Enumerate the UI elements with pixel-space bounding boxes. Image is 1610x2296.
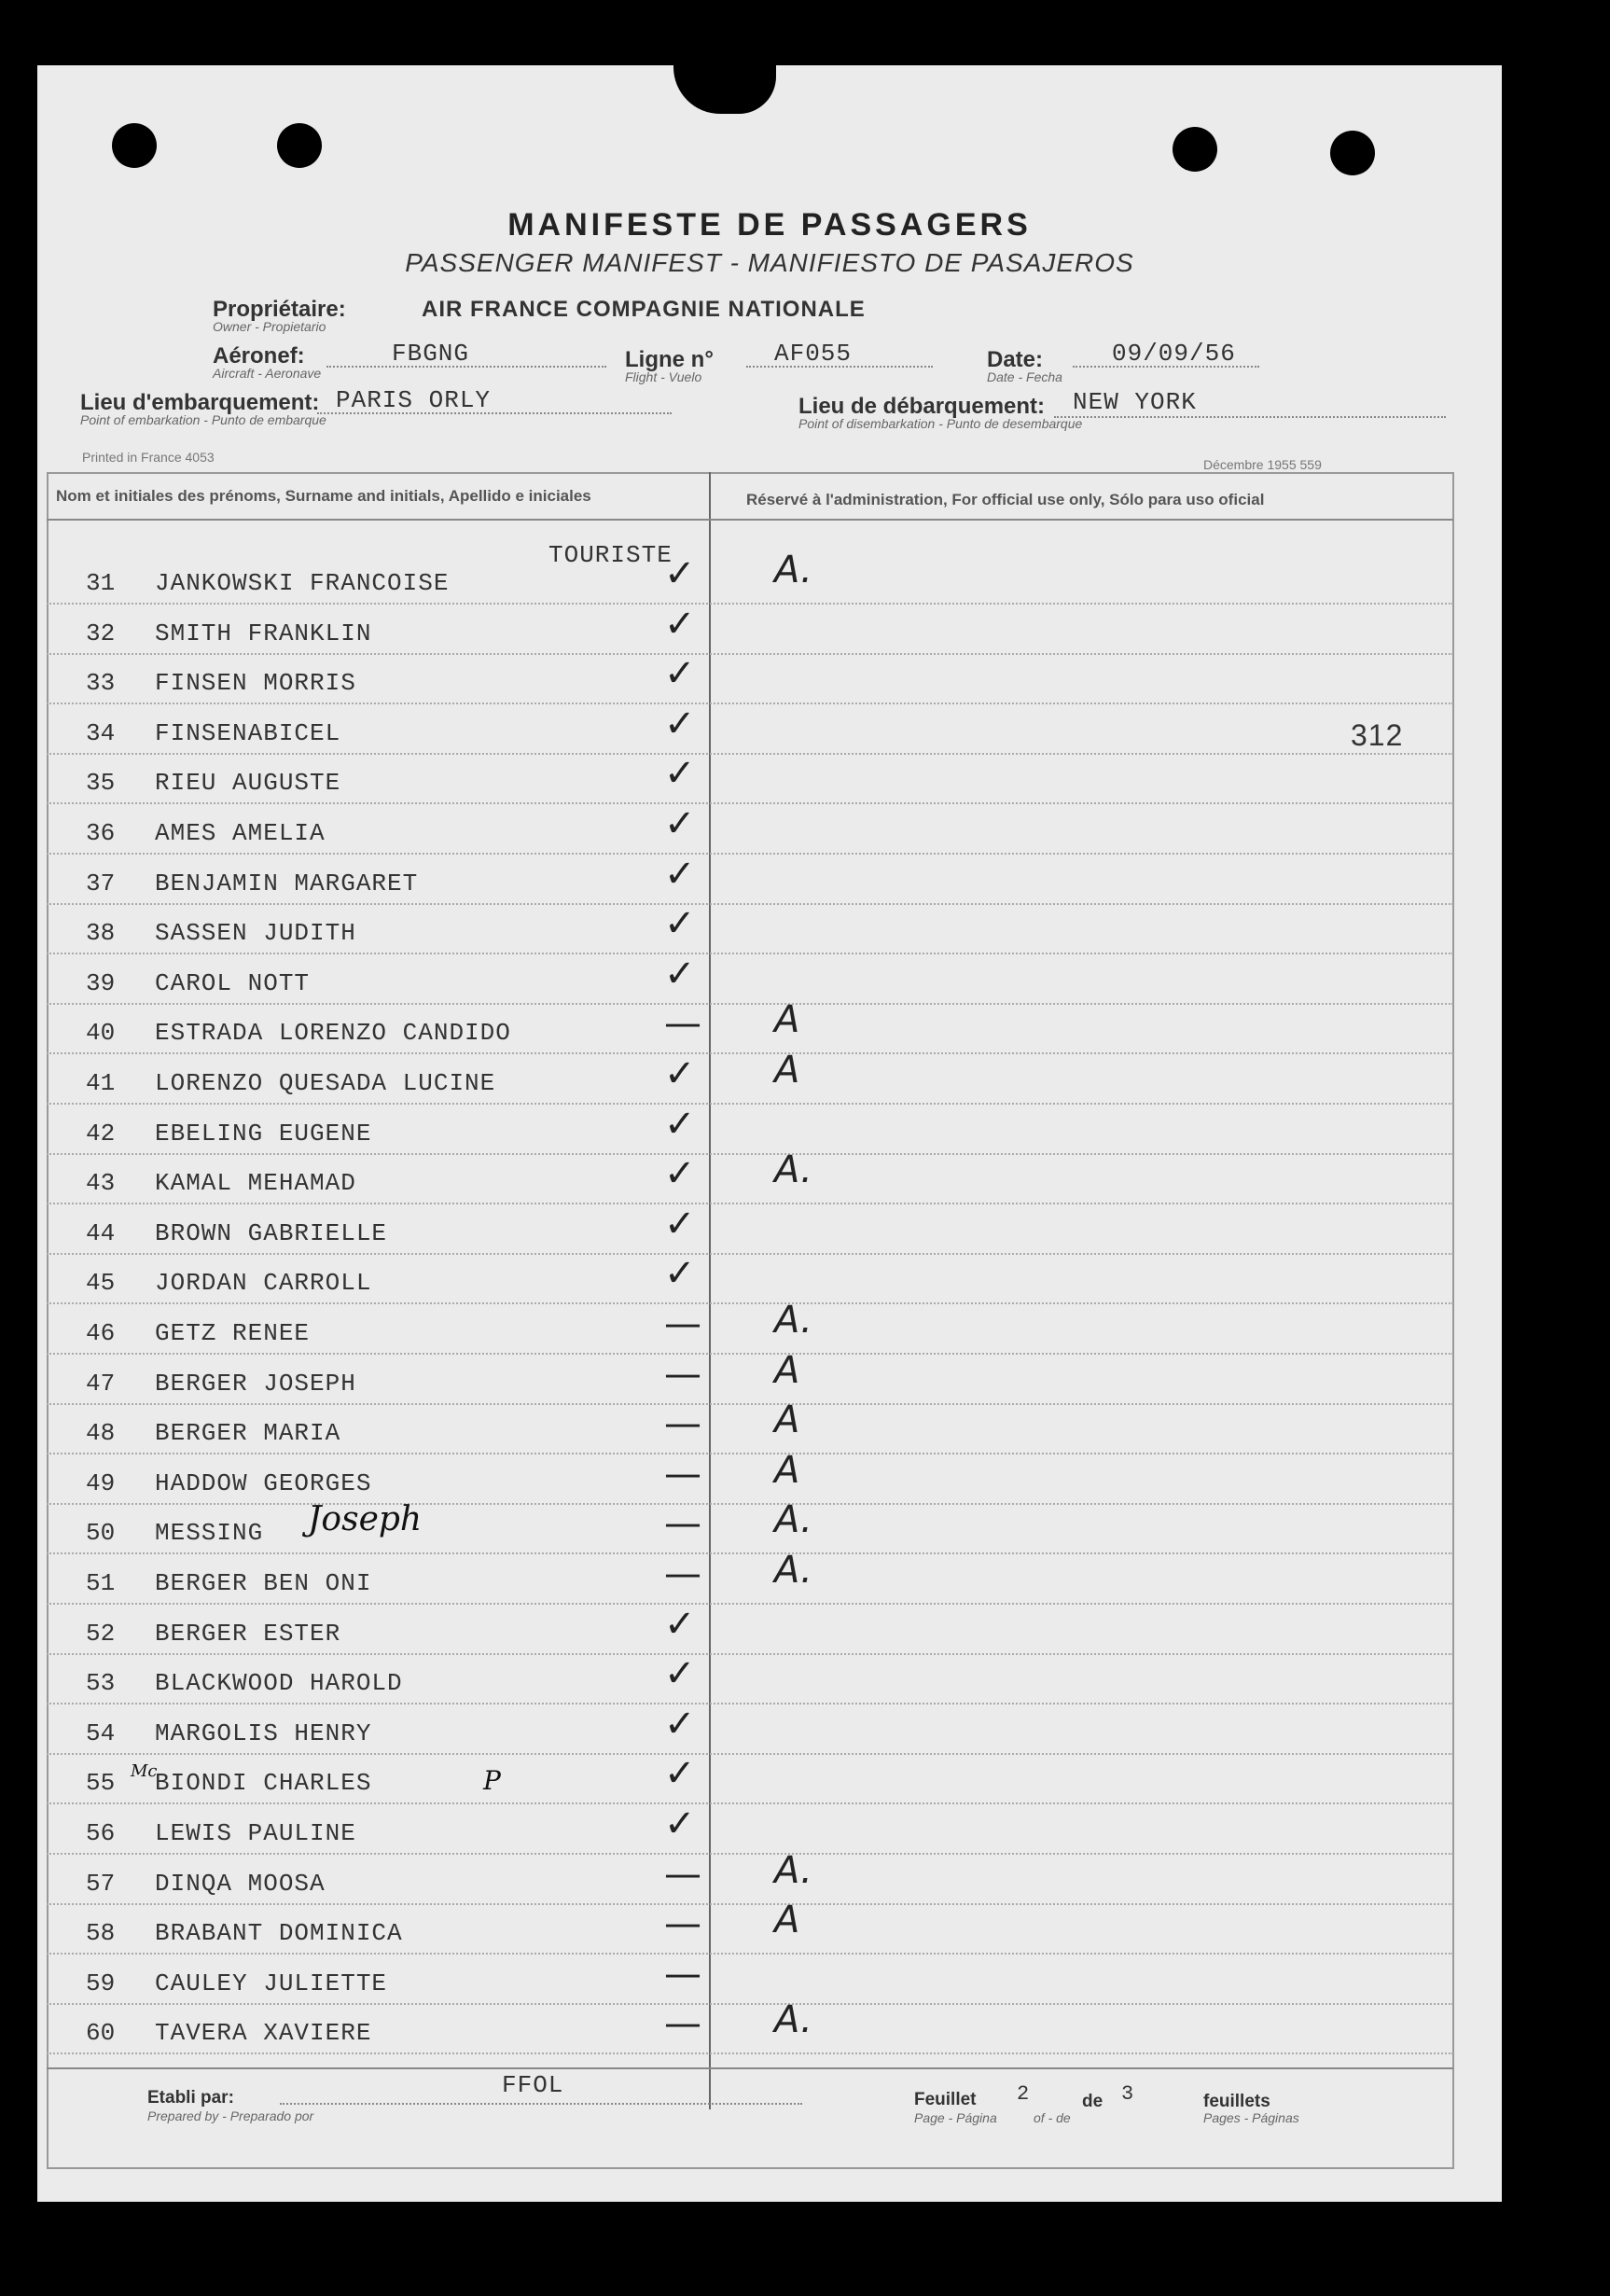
prepared-sub: Prepared by - Preparado por (147, 2108, 314, 2123)
aircraft-sub: Aircraft - Aeronave (213, 366, 322, 381)
owner-label: Propriétaire: (213, 297, 346, 322)
admin-mark: A. (774, 549, 812, 591)
row-number: 39 (86, 969, 116, 997)
admin-mark: A (774, 1449, 800, 1492)
dash-mark-icon: — (664, 1953, 701, 1996)
row-number: 55 (86, 1769, 116, 1797)
check-mark-icon: ✓ (664, 1802, 696, 1845)
passenger-name: BERGER MARIA (155, 1419, 341, 1447)
row-number: 54 (86, 1719, 116, 1747)
row-rule (47, 2052, 1453, 2054)
check-mark-icon: ✓ (664, 603, 696, 646)
admin-mark: A (774, 1049, 800, 1092)
row-number: 56 (86, 1819, 116, 1847)
dash-mark-icon: — (664, 2002, 701, 2045)
col2-header: Réservé à l'administration, For official use only, Sólo para uso oficial (746, 491, 1265, 508)
printed-note: Printed in France 4053 (82, 450, 215, 465)
passenger-name: CAULEY JULIETTE (155, 1969, 388, 1997)
title-en-es: PASSENGER MANIFEST - MANIFIESTO DE PASAJEROS (405, 248, 1134, 277)
admin-mark: A (774, 1899, 800, 1941)
dash-mark-icon: — (664, 1902, 701, 1945)
row-rule (47, 853, 1453, 855)
row-rule (47, 1653, 1453, 1655)
row-rule (47, 1503, 1453, 1505)
row-number: 50 (86, 1519, 116, 1547)
row-rule (47, 802, 1453, 804)
prepared-label: Etabli par: (147, 2088, 234, 2108)
row-rule (47, 1603, 1453, 1605)
row-rule (47, 1903, 1453, 1905)
sheets-label: feuillets (1203, 2092, 1270, 2111)
row-rule (47, 1003, 1453, 1005)
embark-label: Lieu d'embarquement: (80, 390, 320, 415)
passenger-name: SASSEN JUDITH (155, 919, 356, 947)
row-number: 42 (86, 1120, 116, 1148)
row-number: 47 (86, 1370, 116, 1398)
row-rule (47, 2003, 1453, 2005)
page-stamp: 312 (1351, 718, 1404, 752)
embark-value: PARIS ORLY (336, 386, 492, 414)
row-number: 38 (86, 919, 116, 947)
page-sub: Page - Página (914, 2110, 997, 2125)
of-label: de (1082, 2092, 1103, 2111)
passenger-name: BIONDI CHARLES (155, 1769, 372, 1797)
column-divider (709, 472, 711, 2109)
passenger-name: MESSING (155, 1519, 264, 1547)
row-number: 37 (86, 870, 116, 898)
disembark-sub: Point of disembarkation - Punto de desembarque (798, 416, 1083, 431)
row-number: 46 (86, 1319, 116, 1347)
row-rule (47, 1253, 1453, 1255)
check-mark-icon: ✓ (664, 652, 696, 695)
check-mark-icon: ✓ (664, 902, 696, 945)
check-mark-icon: ✓ (664, 1703, 696, 1746)
row-number: 31 (86, 569, 116, 597)
dash-mark-icon: — (664, 1552, 701, 1595)
dash-mark-icon: — (664, 1502, 701, 1545)
row-number: 35 (86, 769, 116, 797)
row-number: 58 (86, 1919, 116, 1947)
row-rule (47, 1753, 1453, 1755)
flight-value: AF055 (774, 340, 853, 368)
row-rule (47, 1052, 1453, 1054)
check-mark-icon: ✓ (664, 1752, 696, 1795)
check-mark-icon: ✓ (664, 1052, 696, 1095)
check-mark-icon: ✓ (664, 953, 696, 995)
passenger-name: TAVERA XAVIERE (155, 2019, 372, 2047)
check-mark-icon: ✓ (664, 1252, 696, 1295)
row-rule (47, 1953, 1453, 1955)
row-number: 51 (86, 1569, 116, 1597)
admin-mark: A. (774, 1498, 812, 1541)
title-fr: MANIFESTE DE PASSAGERS (507, 207, 1032, 243)
footer-rule (47, 2067, 1453, 2069)
admin-mark: A (774, 1398, 800, 1441)
row-number: 41 (86, 1069, 116, 1097)
check-mark-icon: ✓ (664, 1152, 696, 1195)
section-label: TOURISTE (548, 541, 673, 569)
passenger-name: SMITH FRANKLIN (155, 619, 372, 647)
row-number: 48 (86, 1419, 116, 1447)
row-rule (47, 1802, 1453, 1804)
row-number: 43 (86, 1169, 116, 1197)
aircraft-value: FBGNG (392, 340, 470, 368)
check-mark-icon: ✓ (664, 552, 696, 595)
handwritten-mc: Mc (131, 1761, 158, 1781)
passenger-name: JANKOWSKI FRANCOISE (155, 569, 450, 597)
flight-label: Ligne n° (625, 347, 714, 372)
passenger-name: BERGER ESTER (155, 1620, 341, 1648)
admin-mark: A (774, 1349, 800, 1392)
passenger-name: GETZ RENEE (155, 1319, 311, 1347)
row-rule (47, 903, 1453, 905)
page-label: Feuillet (914, 2090, 977, 2109)
passenger-name: ESTRADA LORENZO CANDIDO (155, 1019, 511, 1047)
row-number: 60 (86, 2019, 116, 2047)
embark-sub: Point of embarkation - Punto de embarque (80, 412, 326, 427)
row-rule (47, 753, 1453, 755)
dash-mark-icon: — (664, 1302, 701, 1345)
date-sub: Date - Fecha (987, 369, 1062, 384)
handwritten-p: P (483, 1765, 501, 1796)
admin-mark: A. (774, 1849, 812, 1892)
admin-mark: A (774, 998, 800, 1041)
passenger-name: KAMAL MEHAMAD (155, 1169, 356, 1197)
row-rule (47, 1353, 1453, 1355)
handwritten-joseph: Joseph (308, 1500, 423, 1538)
row-number: 32 (86, 619, 116, 647)
row-number: 59 (86, 1969, 116, 1997)
check-mark-icon: ✓ (664, 1203, 696, 1245)
row-rule (47, 1853, 1453, 1855)
dash-mark-icon: — (664, 1353, 701, 1396)
passenger-name: CAROL NOTT (155, 969, 311, 997)
passenger-name: LEWIS PAULINE (155, 1819, 356, 1847)
admin-mark: A. (774, 1299, 812, 1342)
check-mark-icon: ✓ (664, 1652, 696, 1695)
aircraft-label: Aéronef: (213, 343, 305, 369)
passenger-name: BRABANT DOMINICA (155, 1919, 403, 1947)
admin-mark: A. (774, 1998, 812, 2041)
admin-mark: A. (774, 1549, 812, 1592)
row-rule (47, 1453, 1453, 1454)
row-rule (47, 703, 1453, 704)
check-mark-icon: ✓ (664, 752, 696, 795)
row-number: 52 (86, 1620, 116, 1648)
owner-sub: Owner - Propietario (213, 319, 326, 334)
dash-mark-icon: — (664, 1402, 701, 1445)
row-rule (47, 1703, 1453, 1705)
row-rule (47, 953, 1453, 954)
sheets-sub: Pages - Páginas (1203, 2110, 1299, 2125)
check-mark-icon: ✓ (664, 1103, 696, 1146)
row-rule (47, 1403, 1453, 1405)
passenger-name: BERGER BEN ONI (155, 1569, 372, 1597)
row-number: 57 (86, 1870, 116, 1898)
passenger-name: EBELING EUGENE (155, 1120, 372, 1148)
col1-header: Nom et initiales des prénoms, Surname and initials, Apellido e iniciales (56, 487, 591, 505)
flight-sub: Flight - Vuelo (625, 369, 702, 384)
disembark-value: NEW YORK (1073, 388, 1197, 416)
row-rule (47, 1153, 1453, 1155)
row-number: 33 (86, 669, 116, 697)
disembark-label: Lieu de débarquement: (798, 394, 1046, 419)
passenger-name: HADDOW GEORGES (155, 1469, 372, 1497)
row-number: 44 (86, 1219, 116, 1247)
passenger-name: DINQA MOOSA (155, 1870, 326, 1898)
passenger-name: BLACKWOOD HAROLD (155, 1669, 403, 1697)
row-rule (47, 603, 1453, 605)
date-label: Date: (987, 347, 1044, 372)
passenger-name: AMES AMELIA (155, 819, 326, 847)
row-number: 36 (86, 819, 116, 847)
form-code: Décembre 1955 559 (1203, 457, 1322, 472)
row-rule (47, 1103, 1453, 1105)
row-number: 34 (86, 719, 116, 747)
date-value: 09/09/56 (1112, 340, 1236, 368)
passenger-name: JORDAN CARROLL (155, 1269, 372, 1297)
form-content (37, 65, 1502, 2202)
passenger-name: BENJAMIN MARGARET (155, 870, 419, 898)
passenger-name: MARGOLIS HENRY (155, 1719, 372, 1747)
dash-mark-icon: — (664, 1002, 701, 1045)
row-rule (47, 1552, 1453, 1554)
passenger-name: BERGER JOSEPH (155, 1370, 356, 1398)
row-number: 45 (86, 1269, 116, 1297)
check-mark-icon: ✓ (664, 703, 696, 745)
check-mark-icon: ✓ (664, 802, 696, 845)
row-number: 49 (86, 1469, 116, 1497)
passenger-name: FINSEN MORRIS (155, 669, 356, 697)
passenger-name: LORENZO QUESADA LUCINE (155, 1069, 496, 1097)
row-number: 53 (86, 1669, 116, 1697)
passenger-name: BROWN GABRIELLE (155, 1219, 388, 1247)
admin-mark: A. (774, 1148, 812, 1191)
check-mark-icon: ✓ (664, 1603, 696, 1646)
dash-mark-icon: — (664, 1453, 701, 1496)
check-mark-icon: ✓ (664, 853, 696, 896)
passenger-name: FINSENABICEL (155, 719, 341, 747)
total-value: 3 (1121, 2082, 1135, 2106)
owner-value: AIR FRANCE COMPAGNIE NATIONALE (422, 297, 866, 322)
dash-mark-icon: — (664, 1853, 701, 1896)
of-sub: of - de (1034, 2110, 1071, 2125)
page-value: 2 (1017, 2082, 1031, 2106)
passenger-name: RIEU AUGUSTE (155, 769, 341, 797)
row-rule (47, 1302, 1453, 1304)
header-rule (47, 519, 1453, 521)
row-rule (47, 653, 1453, 655)
row-rule (47, 1203, 1453, 1204)
prepared-value: FFOL (502, 2071, 564, 2099)
row-number: 40 (86, 1019, 116, 1047)
